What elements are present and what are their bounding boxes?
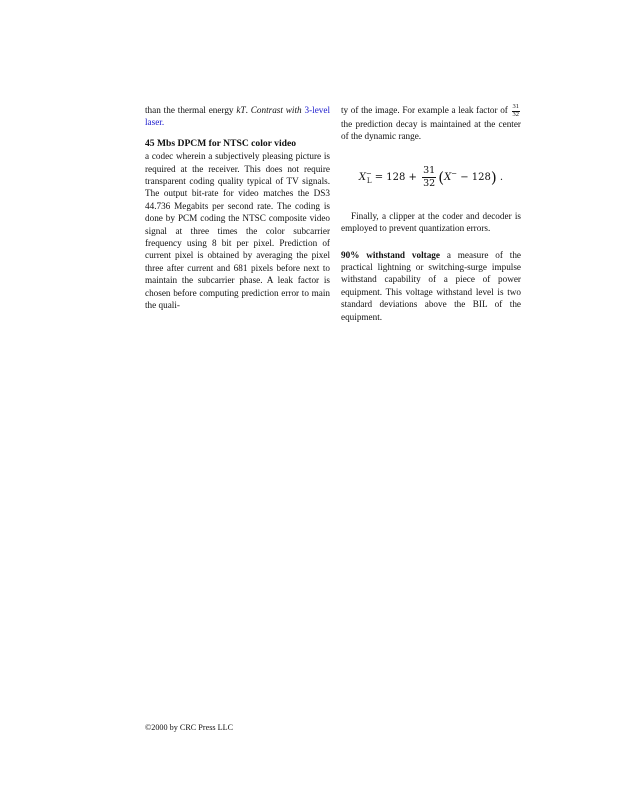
clipper-paragraph: Finally, a clipper at the coder and decoder is employed to prevent quantization errors.	[341, 210, 521, 234]
continuation-text: than the thermal energy	[145, 105, 237, 115]
continuation-paragraph-right	[341, 104, 521, 143]
left-column	[145, 104, 330, 312]
kt-symbol: kT	[236, 105, 246, 115]
continuation-paragraph	[145, 104, 330, 129]
equation-fraction	[422, 165, 436, 190]
equation-equals: = 128 +	[371, 171, 421, 183]
equation-lhs: X	[358, 171, 367, 183]
equation-inner-sup: −	[451, 169, 458, 178]
continuation-text-end: the prediction decay is maintained at the center of the dynamic range.	[341, 119, 521, 142]
entry-body-withstand: a measure of the practical lightning or switching-surge impulse withstand capability of a piece of power equipment. This voltage withstand level is two standard deviations above the BIL of the equipment.	[341, 249, 521, 322]
contrast-label: Contrast with	[250, 105, 302, 115]
right-column	[341, 104, 521, 323]
equation-inner-rest: − 128	[457, 171, 491, 183]
continuation-text-mid: .	[245, 105, 251, 115]
right-paren: )	[490, 168, 497, 187]
equation-lhs-sub: L	[366, 176, 372, 185]
equation-inner-var: X	[444, 171, 452, 183]
equation-lhs-sup: −	[366, 169, 372, 178]
fraction-denominator: 32	[512, 110, 519, 118]
entry-body-dpcm: a codec wherein a subjectively pleasing picture is required at the receiver. This does not require transparent coding quality typical of TV signals. The output bit-rate for video matches the DS3 44.736 Megabits per second rate. The coding is done by PCM coding the NTSC composite video signal at three times the color subcarrier frequency using 8 bit per pixel. Prediction of current pixel is obtained by averaging the pixel three after current and 681 pixels before next to maintain the subcarrier phase. A leak factor is chosen before computing prediction error to main the quali-	[145, 151, 330, 311]
entry-withstand	[341, 249, 521, 323]
continuation-text-right: ty of the image. For example a leak factor of	[341, 105, 508, 116]
entry-title-dpcm: 45 Mbs DPCM for NTSC color video	[145, 137, 297, 149]
equation-trailing: .	[496, 171, 504, 183]
equation	[341, 165, 521, 190]
fraction-numerator: 31	[512, 103, 519, 110]
entry-title-withstand: 90% withstand voltage	[341, 249, 440, 260]
equation-fraction-numerator: 31	[423, 164, 436, 176]
left-paren: (	[438, 168, 445, 187]
equation-fraction-denominator: 32	[423, 177, 436, 189]
copyright-footer: ©2000 by CRC Press LLC	[145, 723, 234, 732]
fraction-leak-factor	[512, 104, 521, 118]
cross-reference-link[interactable]: 3-level laser.	[145, 105, 331, 128]
